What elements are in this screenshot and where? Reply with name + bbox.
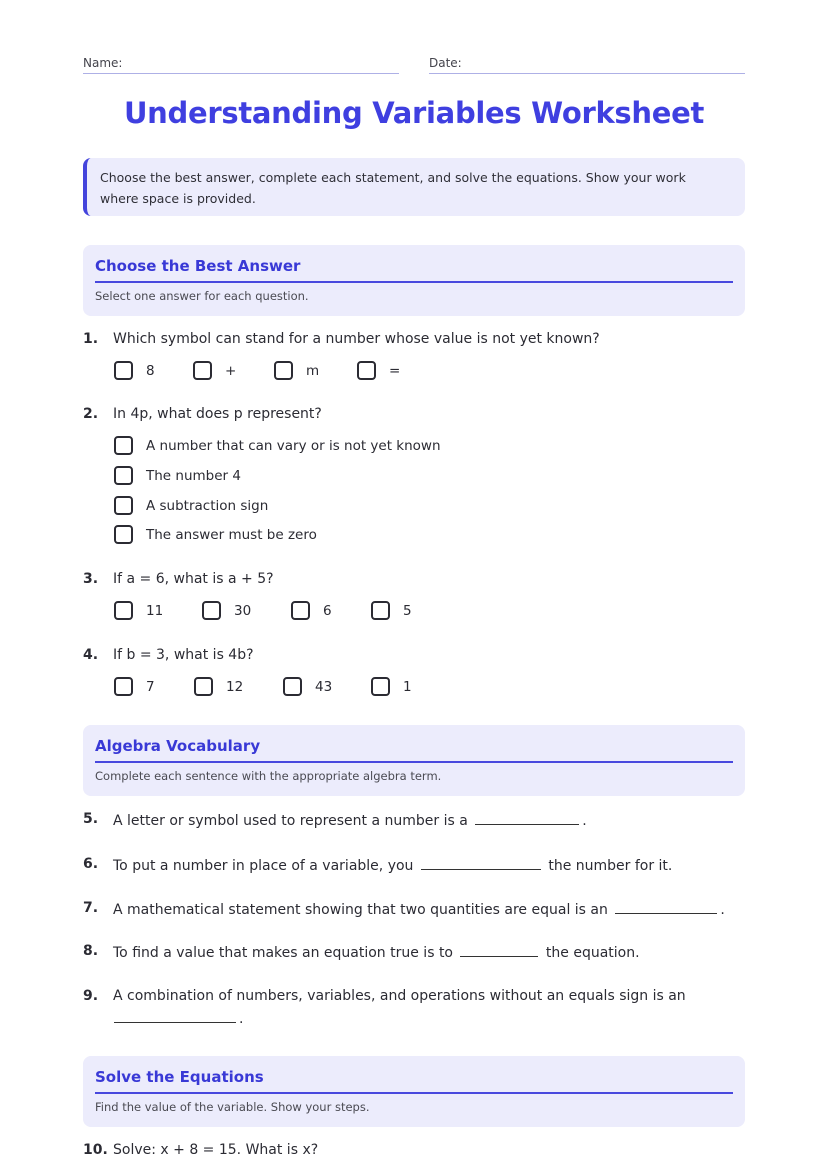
worksheet-page — [83, 0, 745, 1171]
sentence-start: A mathematical statement showing that two quantities are equal is an — [113, 902, 608, 918]
checkbox[interactable] — [371, 601, 390, 620]
checkbox[interactable] — [194, 677, 213, 696]
sentence-end: the equation. — [545, 945, 640, 961]
question-9-continuation — [114, 1008, 243, 1028]
section-divider — [95, 281, 733, 283]
sentence-start: To find a value that makes an equation true is to — [113, 945, 453, 961]
option-label: A number that can vary or is not yet known — [146, 438, 441, 454]
question-text — [113, 899, 725, 919]
checkbox[interactable] — [114, 466, 133, 485]
question-number: 4. — [83, 647, 99, 663]
answer-blank[interactable] — [460, 942, 538, 957]
checkbox[interactable] — [114, 496, 133, 515]
checkbox[interactable] — [283, 677, 302, 696]
question-text: Solve: x + 8 = 15. What is x? — [113, 1142, 319, 1158]
sentence-start: To put a number in place of a variable, you — [113, 858, 414, 874]
worksheet-title: Understanding Variables Worksheet — [123, 96, 705, 130]
checkbox[interactable] — [114, 601, 133, 620]
option-label: The answer must be zero — [146, 527, 317, 543]
option-label: 7 — [146, 679, 155, 695]
answer-blank[interactable] — [615, 899, 717, 914]
option-label: 12 — [226, 679, 244, 695]
option-label: + — [225, 363, 237, 379]
date-label: Date: — [429, 56, 462, 70]
question-text — [113, 855, 672, 875]
question-number: 6. — [83, 856, 99, 872]
question-number: 7. — [83, 900, 99, 916]
question-text: If a = 6, what is a + 5? — [113, 571, 274, 587]
answer-blank[interactable] — [421, 855, 541, 870]
option-label: The number 4 — [146, 468, 241, 484]
option-label: 11 — [146, 603, 164, 619]
question-number: 8. — [83, 943, 99, 959]
checkbox[interactable] — [357, 361, 376, 380]
question-number: 3. — [83, 571, 99, 587]
question-number: 10. — [83, 1142, 108, 1158]
section-subtitle: Select one answer for each question. — [95, 289, 309, 303]
option-label: A subtraction sign — [146, 498, 269, 514]
section-title: Choose the Best Answer — [95, 257, 301, 275]
question-number: 9. — [83, 988, 99, 1004]
question-text: In 4p, what does p represent? — [113, 406, 322, 422]
question-number: 1. — [83, 331, 99, 347]
checkbox[interactable] — [114, 436, 133, 455]
sentence-start: A letter or symbol used to represent a number is a — [113, 813, 468, 829]
option-label: 43 — [315, 679, 333, 695]
name-field[interactable] — [83, 52, 399, 74]
sentence-end: . — [239, 1011, 244, 1027]
option-label: = — [389, 363, 401, 379]
section-title: Solve the Equations — [95, 1068, 264, 1086]
section-subtitle: Complete each sentence with the appropriate algebra term. — [95, 769, 442, 783]
checkbox[interactable] — [114, 677, 133, 696]
answer-blank[interactable] — [114, 1008, 236, 1023]
name-label: Name: — [83, 56, 123, 70]
question-number: 5. — [83, 811, 99, 827]
answer-blank[interactable] — [475, 810, 579, 825]
header — [83, 52, 745, 74]
section-algebra-vocabulary — [83, 725, 745, 796]
checkbox[interactable] — [114, 525, 133, 544]
option-label: m — [306, 363, 320, 379]
checkbox[interactable] — [202, 601, 221, 620]
checkbox[interactable] — [114, 361, 133, 380]
section-subtitle: Find the value of the variable. Show your steps. — [95, 1100, 370, 1114]
section-divider — [95, 761, 733, 763]
checkbox[interactable] — [291, 601, 310, 620]
sentence-end: . — [720, 902, 725, 918]
checkbox[interactable] — [371, 677, 390, 696]
option-label: 1 — [403, 679, 412, 695]
question-text: Which symbol can stand for a number whose value is not yet known? — [113, 331, 600, 347]
sentence-end: the number for it. — [548, 858, 673, 874]
checkbox[interactable] — [193, 361, 212, 380]
option-label: 5 — [403, 603, 412, 619]
instructions-text: Choose the best answer, complete each statement, and solve the equations. Show your work where space is provided. — [100, 170, 686, 206]
option-label: 30 — [234, 603, 252, 619]
sentence-end: . — [582, 813, 587, 829]
question-text — [113, 942, 640, 962]
option-label: 6 — [323, 603, 332, 619]
checkbox[interactable] — [274, 361, 293, 380]
question-number: 2. — [83, 406, 99, 422]
section-choose-best-answer — [83, 245, 745, 316]
question-text: If b = 3, what is 4b? — [113, 647, 254, 663]
section-solve-equations — [83, 1056, 745, 1127]
question-text — [113, 810, 587, 830]
section-divider — [95, 1092, 733, 1094]
option-label: 8 — [146, 363, 155, 379]
section-title: Algebra Vocabulary — [95, 737, 261, 755]
instructions-box — [83, 158, 745, 216]
date-field[interactable] — [429, 52, 745, 74]
question-text: A combination of numbers, variables, and operations without an equals sign is an — [113, 988, 686, 1004]
